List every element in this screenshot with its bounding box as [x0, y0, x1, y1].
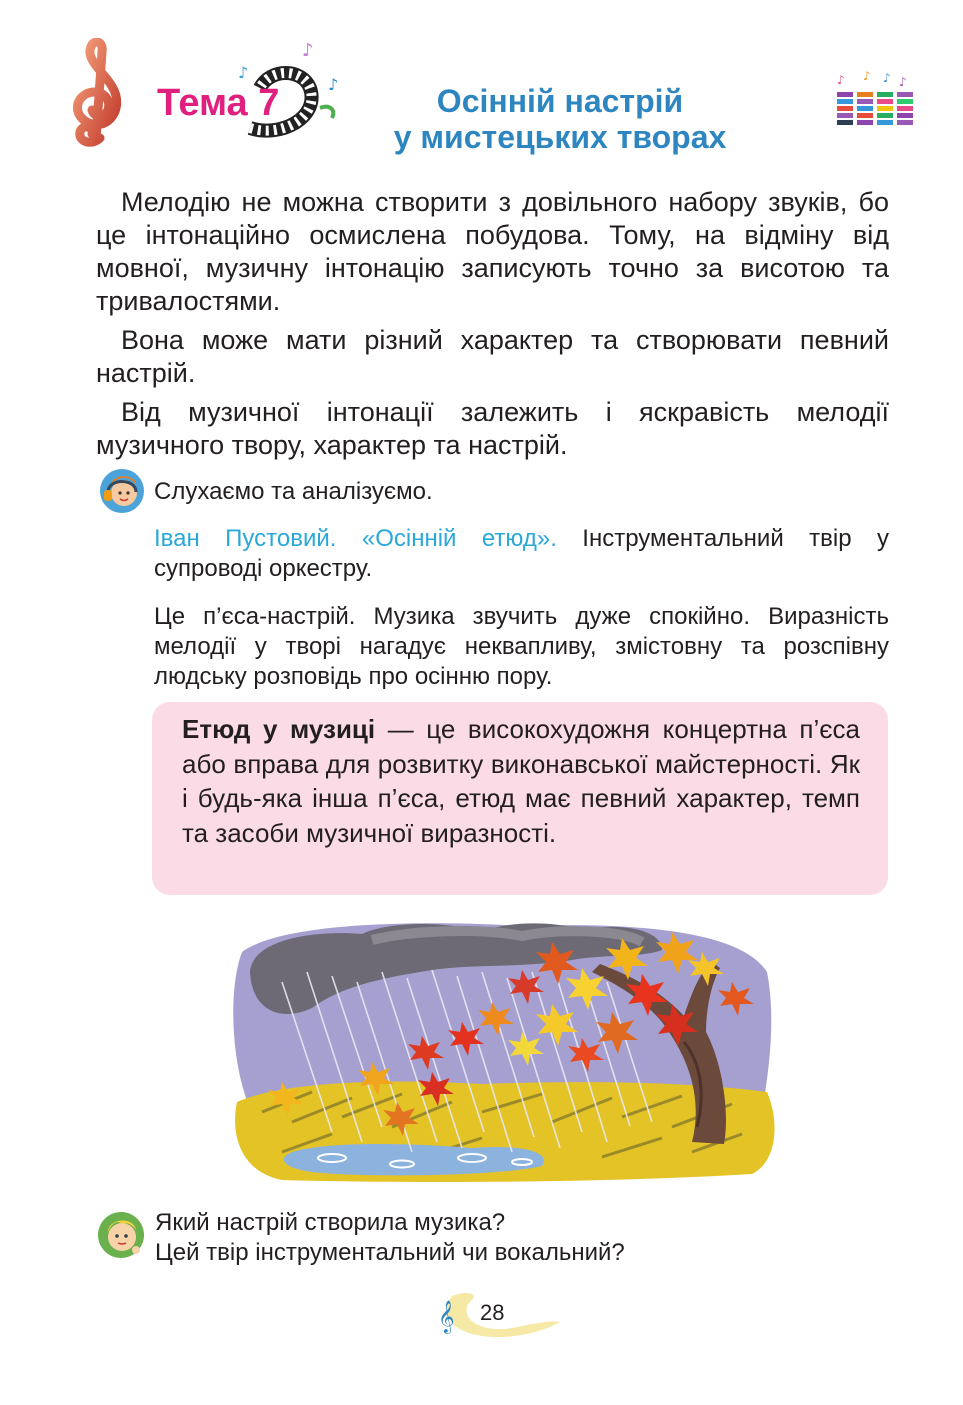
tema-word: Тема — [157, 82, 248, 124]
page-title — [355, 83, 765, 155]
svg-text:♪: ♪ — [238, 63, 249, 82]
tema-number: 7 — [258, 82, 280, 124]
intro-paragraph-1: Мелодію не можна створити з довільного набору звуків, бо це інтонаційно осмислена побудова. Тому, на відміну від мовної, музичну інтонацію записують точно за висотою та тривалостями. — [96, 187, 889, 316]
questions — [155, 1208, 625, 1268]
footer-clef-icon: 𝄞 — [438, 1300, 455, 1333]
intro-paragraph-3: Від музичної інтонації залежить і яскравість мелодії музичного твору, характер та настрій. — [96, 397, 889, 460]
definition-body: — це високохудожня концертна п’єса або вправа для розвитку виконавської майстерності. Як і будь-яка інша п’єса, етюд має певний характер, темп та засоби музичної виразності. — [182, 714, 860, 848]
tema-label — [157, 82, 279, 125]
composer-work-title: Іван Пустовий. «Осінній етюд». — [154, 525, 557, 552]
intro-text — [96, 186, 889, 462]
svg-text:♪: ♪ — [328, 75, 339, 94]
xylophone-icon — [833, 70, 915, 128]
page-title-line1: Осінній настрій — [436, 83, 684, 119]
headphones-child-icon — [98, 468, 146, 514]
page-title-line2: у мистецьких творах — [393, 119, 727, 155]
header — [0, 0, 963, 175]
intro-paragraph-2: Вона може мати різний характер та створювати певний настрій. — [96, 325, 889, 388]
svg-text:♪: ♪ — [302, 40, 314, 61]
thinking-child-icon — [96, 1210, 146, 1260]
work-description: Інструментальний твір у супроводі оркестру. — [154, 525, 889, 582]
svg-text:♪: ♪ — [837, 73, 845, 87]
work-line — [154, 524, 889, 584]
definition-term: Етюд у музиці — [182, 714, 376, 744]
svg-text:♪: ♪ — [899, 75, 907, 89]
svg-text:♪: ♪ — [883, 71, 891, 85]
listen-block — [154, 524, 889, 692]
question-1: Який настрій створила музика? — [155, 1209, 506, 1236]
definition-box — [152, 702, 888, 895]
autumn-storm-illustration — [222, 912, 782, 1184]
question-2: Цей твір інструментальний чи вокальний? — [155, 1239, 625, 1266]
definition-text — [182, 712, 860, 850]
listen-label: Слухаємо та аналізуємо. — [154, 478, 433, 505]
work-character-description: Це п’єса-настрій. Музика звучить дуже спокійно. Виразність мелодії у творі нагадує неквапливу, змістовну та розспівну людську розповідь про осінню пору. — [154, 603, 889, 690]
svg-text:♪: ♪ — [863, 70, 871, 83]
page-number: 28 — [480, 1300, 505, 1325]
treble-clef-icon — [62, 38, 132, 150]
